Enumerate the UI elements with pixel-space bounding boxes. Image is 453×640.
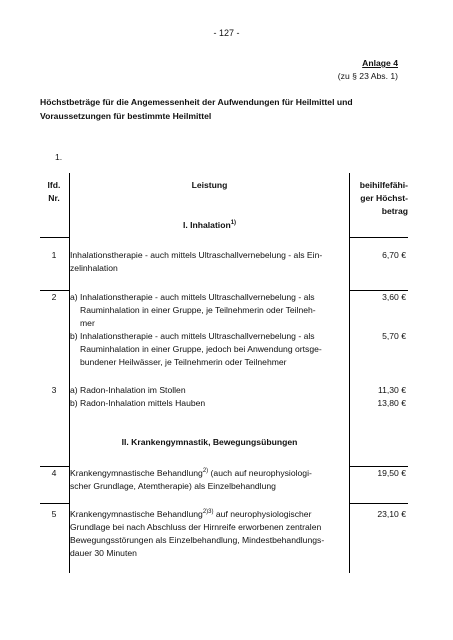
row-divider [40, 237, 69, 238]
column-header-price: beihilfefähi- ger Höchst- betrag [359, 180, 408, 216]
row-divider [349, 237, 408, 238]
document-heading: Höchstbeträge für die Angemessenheit der Aufwendungen für Heilmittel und Voraussetzungen für bestimmte Heilmittel [40, 97, 353, 121]
row-description: Krankengymnastische Behandlung$^{2)3)}$ auf neurophysiologischer Grundlage bei nach Abschluss der Hirnreife erworbenen zentralen Bewegungsstörungen als Einzelbehandlung, Mindestbehandlungs- dauer 30 Minuten [70, 509, 325, 558]
row-description: a) Radon-Inhalation im Stollen b) Radon-Inhalation mittels Hauben [70, 385, 206, 408]
annex-reference: (zu § 23 Abs. 1) [337, 71, 398, 81]
row-price: 3,60 € [382, 292, 406, 302]
row-price: 11,30 € 13,80 € [377, 385, 406, 408]
row-number: 5 [51, 509, 57, 519]
row-description: Inhalationstherapie - auch mittels Ultraschallvernebelung - als Ein- zelinhalation [70, 250, 323, 273]
column-header-number: lfd. Nr. [47, 180, 61, 203]
footnote-marker: 1) [230, 220, 237, 227]
row-description: a) Inhalationstherapie - auch mittels Ultraschallvernebelung - als Rauminhalation in einer Gruppe, je Teilnehmerin oder Teilneh- mer b) Inhalationstherapie - auch mittels Ultraschallvernebelung - als Rauminhalation in einer Gruppe, jedoch bei Anwendung ortsge- bundener Heilwässer, je Teilnehmerin oder Teilnehmer [70, 292, 322, 367]
page-number: - 127 - [213, 28, 240, 38]
column-header-service: Leistung [191, 180, 228, 190]
row-number: 4 [51, 468, 57, 478]
annex-title: Anlage 4 [362, 58, 398, 68]
footnote-marker: 2) [202, 468, 209, 475]
row-price: 23,10 € [377, 509, 406, 519]
annex-header [338, 57, 398, 83]
tariff-table [40, 173, 408, 573]
row-divider [40, 503, 69, 504]
row-price: 19,50 € [377, 468, 406, 478]
row-number: 2 [51, 292, 57, 302]
section-title-inhalation: I. Inhalation$^{1)}$ [182, 220, 237, 230]
row-number: 1 [51, 250, 57, 260]
row-description: Krankengymnastische Behandlung$^{2)}$ (auch auf neurophysiologi- scher Grundlage, Atemtherapie) als Einzelbehandlung [70, 468, 312, 491]
row-number: 3 [51, 385, 57, 395]
footnote-marker: 2)3) [202, 509, 214, 516]
section-title-physiotherapy: II. Krankengymnastik, Bewegungsübungen [121, 437, 298, 447]
row-price: 5,70 € [382, 331, 406, 341]
row-divider [349, 503, 408, 504]
section-number: 1. [55, 152, 63, 162]
row-price: 6,70 € [382, 250, 406, 260]
